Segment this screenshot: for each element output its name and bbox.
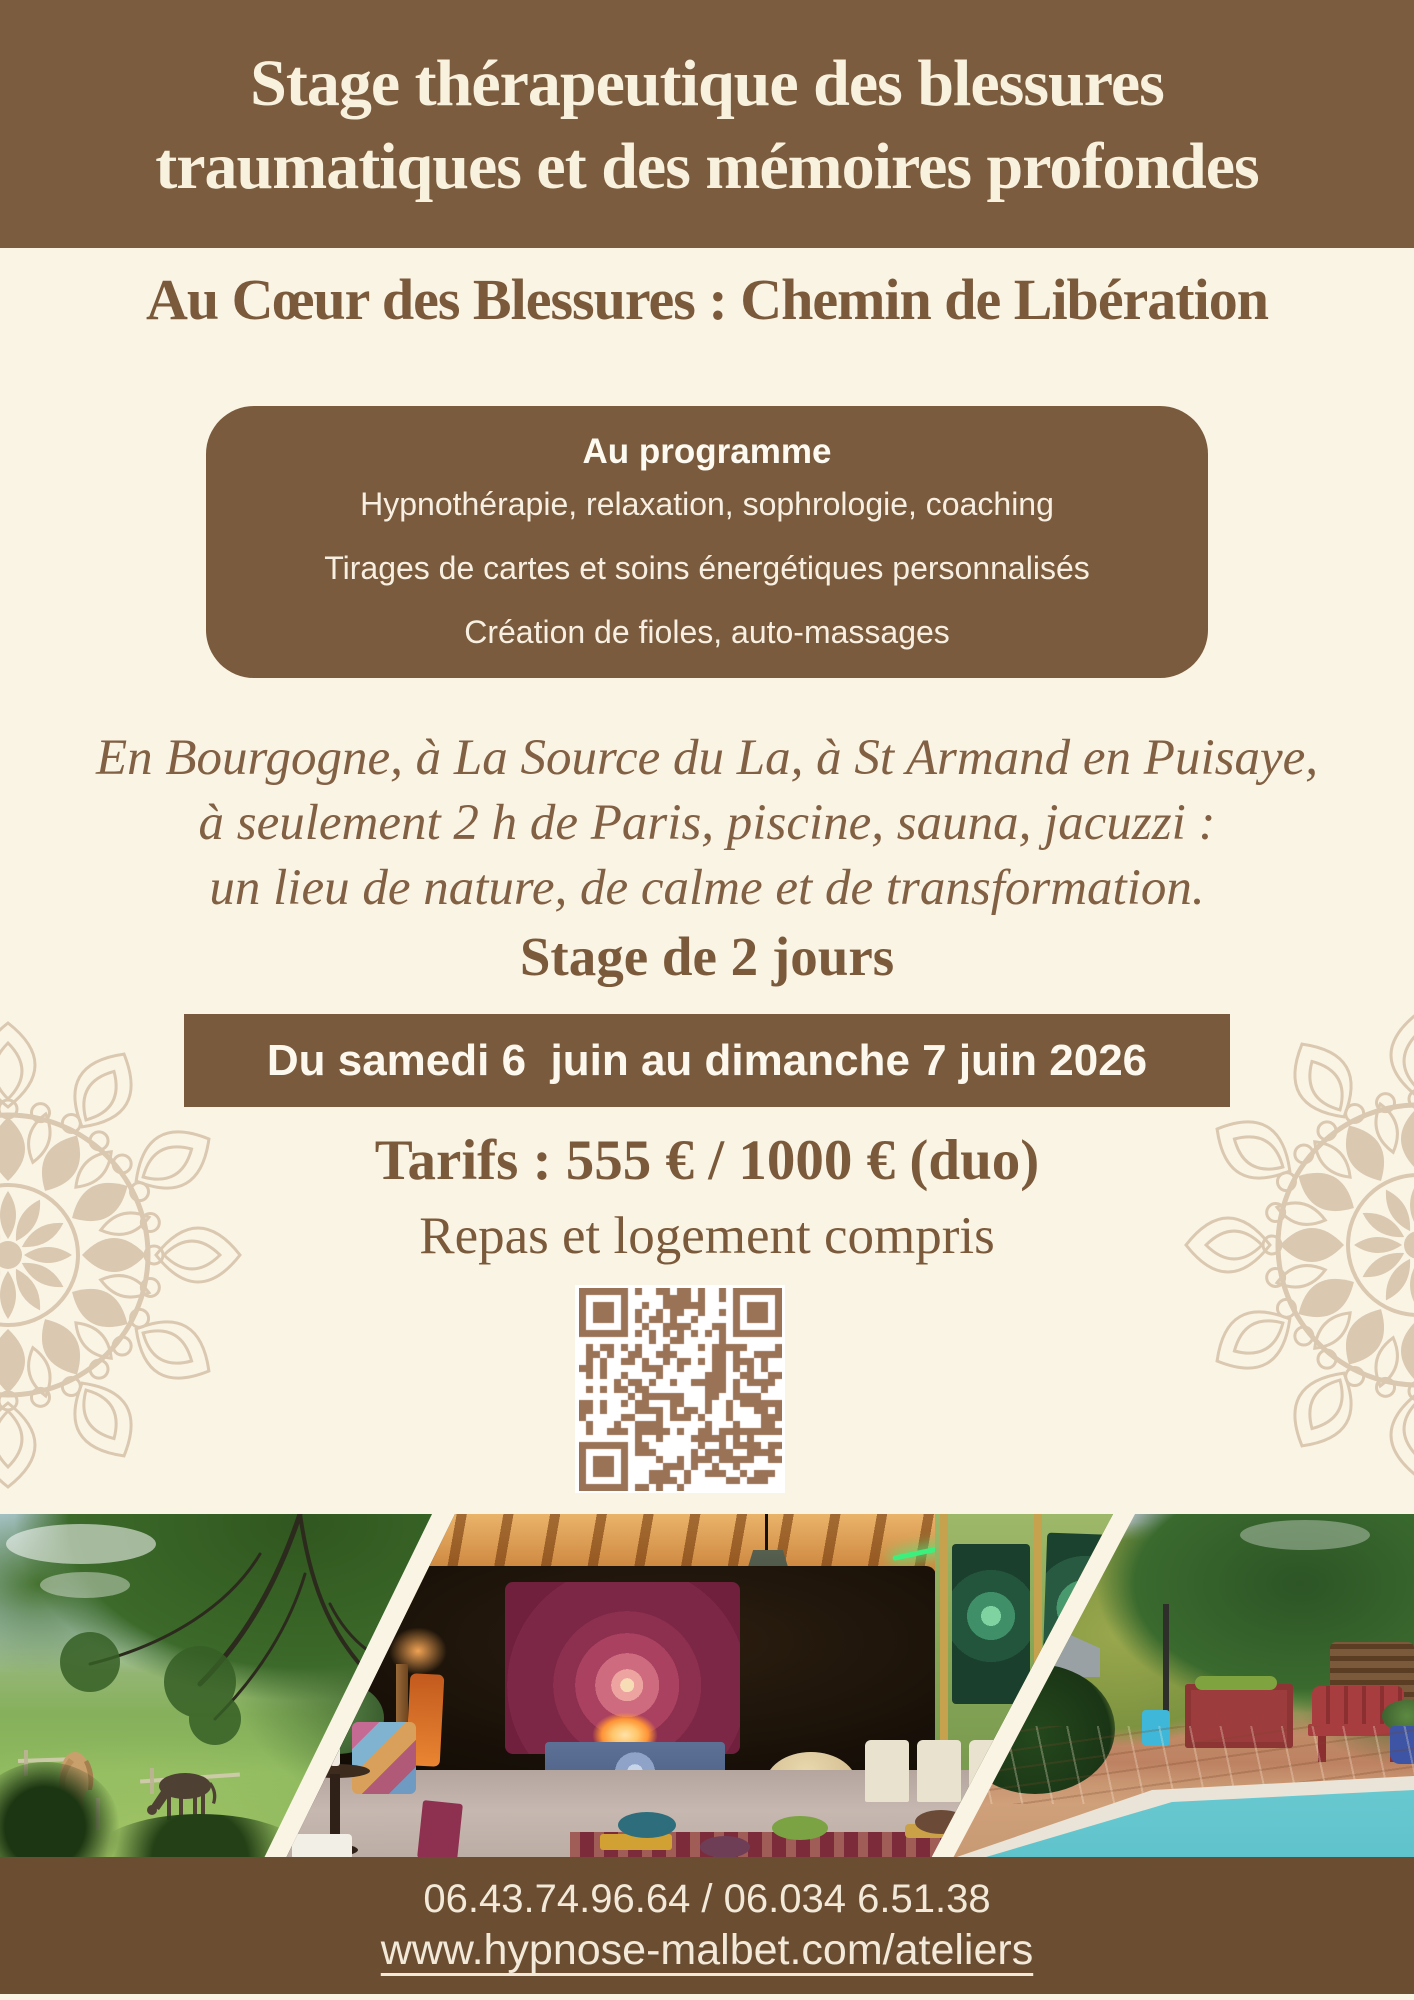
meditation-cushion [700,1836,750,1858]
magenta-board [417,1800,463,1862]
lamp-cord [765,1514,768,1552]
phone-numbers: 06.43.74.96.64 / 06.034 6.51.38 [423,1876,991,1921]
footer-bar [0,1857,1414,1994]
date-text: Du samedi 6 juin au dimanche 7 juin 2026 [266,1035,1148,1085]
website-link[interactable]: www.hypnose-malbet.com/ateliers [380,1925,1034,1974]
location-line: à seulement 2 h de Paris, piscine, sauna, jacuzzi : [198,795,1216,851]
location-description [0,726,1414,921]
location-line: En Bourgogne, à La Source du La, à St Armand en Puisaye, [95,730,1318,786]
poster-title-line1: Stage thérapeutique des blessures [250,47,1164,120]
photo-strip [0,1514,1414,1860]
green-cushions [1195,1676,1277,1690]
program-item: Création de fioles, auto-massages [464,614,950,650]
meditation-cushion [915,1810,967,1834]
chair [917,1740,961,1802]
qr-code-canvas [579,1288,782,1491]
poster-subtitle: Au Cœur des Blessures : Chemin de Libération [145,267,1268,332]
white-vase [330,1746,340,1766]
date-banner [184,1014,1230,1107]
horse-dark [147,1773,216,1820]
meditation-cushion [618,1812,676,1838]
green-mandala-tapestry [952,1544,1030,1704]
poster-title-line2: traumatiques et des mémoires profondes [155,130,1259,203]
program-item: Tirages de cartes et soins énergétiques personnalisés [324,550,1090,586]
draped-side-table [352,1722,416,1794]
qr-code-icon [575,1285,785,1493]
duration-text: Stage de 2 jours [519,926,895,987]
meditation-cushion [772,1816,828,1840]
title-banner [0,0,1414,248]
location-line: un lieu de nature, de calme et de transformation. [209,860,1205,916]
program-item: Hypnothérapie, relaxation, sophrologie, coaching [360,486,1054,522]
program-box [206,406,1208,678]
pricing-note: Repas et logement compris [419,1207,995,1265]
chair [865,1740,909,1802]
program-heading: Au programme [582,432,832,471]
cloud [1240,1520,1370,1550]
pricing-text: Tarifs : 555 € / 1000 € (duo) [374,1129,1040,1192]
